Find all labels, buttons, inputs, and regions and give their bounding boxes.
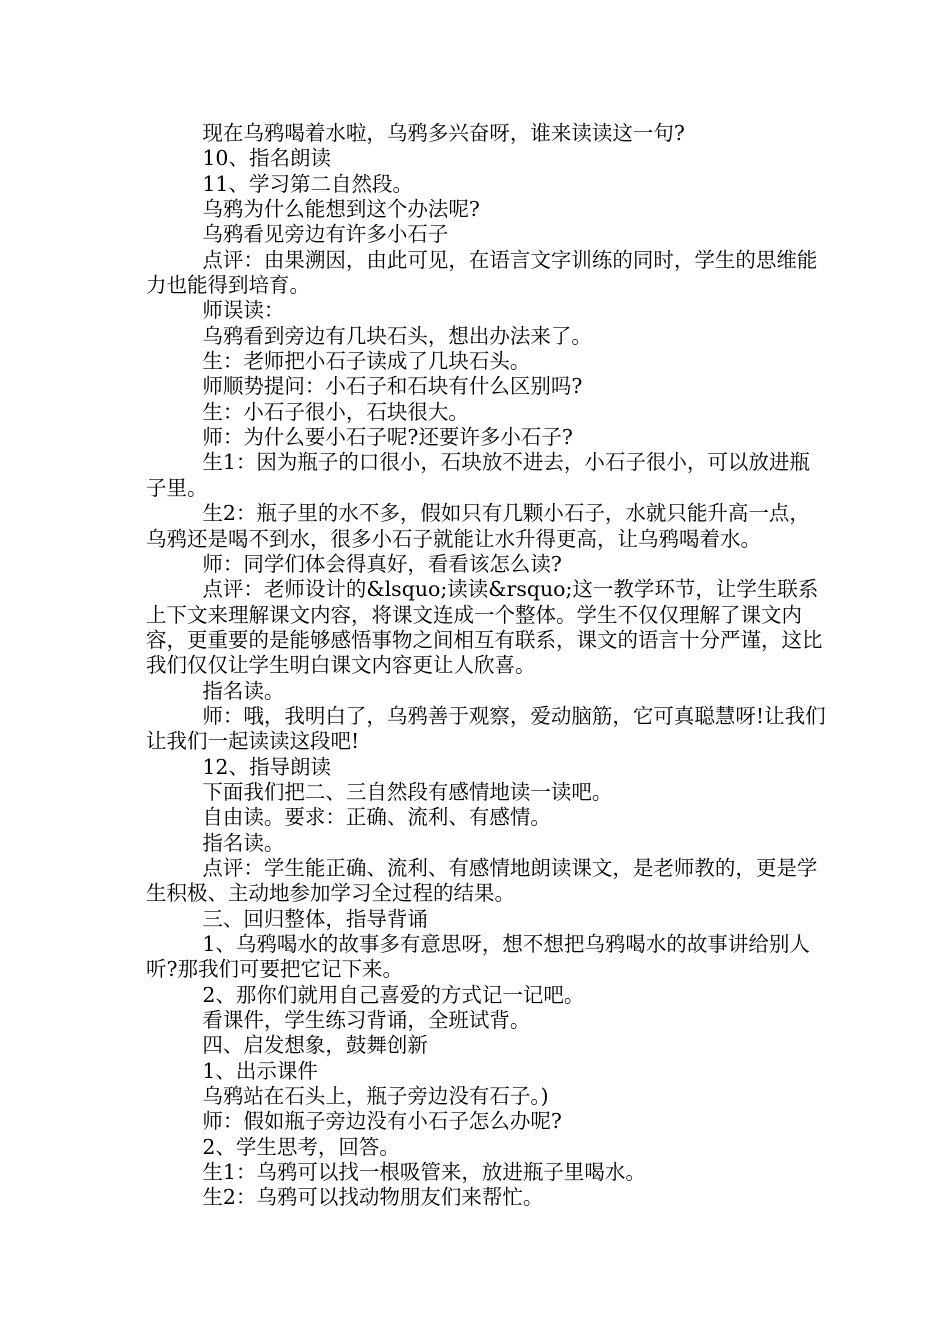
paragraph: 2、那你们就用自己喜爱的方式记一记吧。 — [202, 982, 585, 1007]
paragraph: 师：假如瓶子旁边没有小石子怎么办呢? — [202, 1109, 562, 1134]
paragraph: 10、指名朗读 — [202, 146, 331, 171]
paragraph: 指名读。 — [202, 678, 285, 703]
paragraph: 生2：瓶子里的水不多，假如只有几颗小石子，水就只能升高一点，乌鸦还是喝不到水，很多小石子就能让水升得更高，让乌鸦喝着水。 — [146, 501, 810, 551]
paragraph: 四、启发想象，鼓舞创新 — [202, 1033, 428, 1058]
paragraph: 1、乌鸦喝水的故事多有意思呀，想不想把乌鸦喝水的故事讲给别人听?那我们可要把它记下来。 — [146, 932, 810, 982]
paragraph: 乌鸦站在石头上，瓶子旁边没有石子。) — [202, 1084, 549, 1109]
paragraph: 生：老师把小石子读成了几块石头。 — [202, 349, 531, 374]
paragraph: 生：小石子很小，石块很大。 — [202, 399, 469, 424]
paragraph: 师：同学们体会得真好，看看该怎么读? — [202, 551, 562, 576]
paragraph: 生1：乌鸦可以找一根吸管来，放进瓶子里喝水。 — [202, 1160, 646, 1185]
paragraph: 乌鸦看到旁边有几块石头，想出办法来了。 — [202, 323, 592, 348]
paragraph: 下面我们把二、三自然段有感情地读一读吧。 — [202, 779, 613, 804]
paragraph: 师顺势提问：小石子和石块有什么区别吗? — [202, 374, 583, 399]
paragraph: 乌鸦为什么能想到这个办法呢? — [202, 197, 480, 222]
paragraph: 生2：乌鸦可以找动物朋友们来帮忙。 — [202, 1185, 544, 1210]
paragraph: 1、出示课件 — [202, 1058, 318, 1083]
paragraph: 点评：由果溯因，由此可见，在语言文字训练的同时，学生的思维能力也能得到培育。 — [146, 247, 818, 298]
paragraph: 点评：学生能正确、流利、有感情地朗读课文，是老师教的，更是学生积极、主动地参加学习全过程的结果。 — [146, 855, 818, 906]
paragraph: 自由读。要求：正确、流利、有感情。 — [202, 805, 551, 830]
paragraph: 师：哦，我明白了，乌鸦善于观察，爱动脑筋，它可真聪慧呀!让我们让我们一起读读这段吧! — [146, 703, 826, 754]
document-body — [146, 121, 826, 1211]
paragraph: 师误读： — [202, 298, 285, 323]
paragraph: 点评：老师设计的&lsquo;读读&rsquo;这一教学环节，让学生联系上下文来理解课文内容，将课文连成一个整体。学生不仅仅理解了课文内容，更重要的是能够感悟事物之间相互有联系，课文的语言十分严谨，这比我们仅仅让学生明白课文内容更让人欣喜。 — [146, 577, 823, 678]
paragraph: 指名读。 — [202, 830, 285, 855]
paragraph: 12、指导朗读 — [202, 754, 331, 779]
paragraph: 11、学习第二自然段。 — [202, 171, 413, 196]
paragraph: 生1：因为瓶子的口很小，石块放不进去，小石子很小，可以放进瓶子里。 — [146, 450, 810, 500]
paragraph: 乌鸦看见旁边有许多小石子 — [202, 222, 449, 247]
paragraph: 现在乌鸦喝着水啦，乌鸦多兴奋呀，谁来读读这一句? — [202, 121, 685, 145]
paragraph: 2、学生思考，回答。 — [202, 1134, 400, 1159]
paragraph: 三、回归整体，指导背诵 — [202, 906, 428, 931]
paragraph: 师：为什么要小石子呢?还要许多小石子? — [202, 425, 573, 450]
paragraph: 看课件，学生练习背诵，全班试背。 — [202, 1008, 531, 1033]
